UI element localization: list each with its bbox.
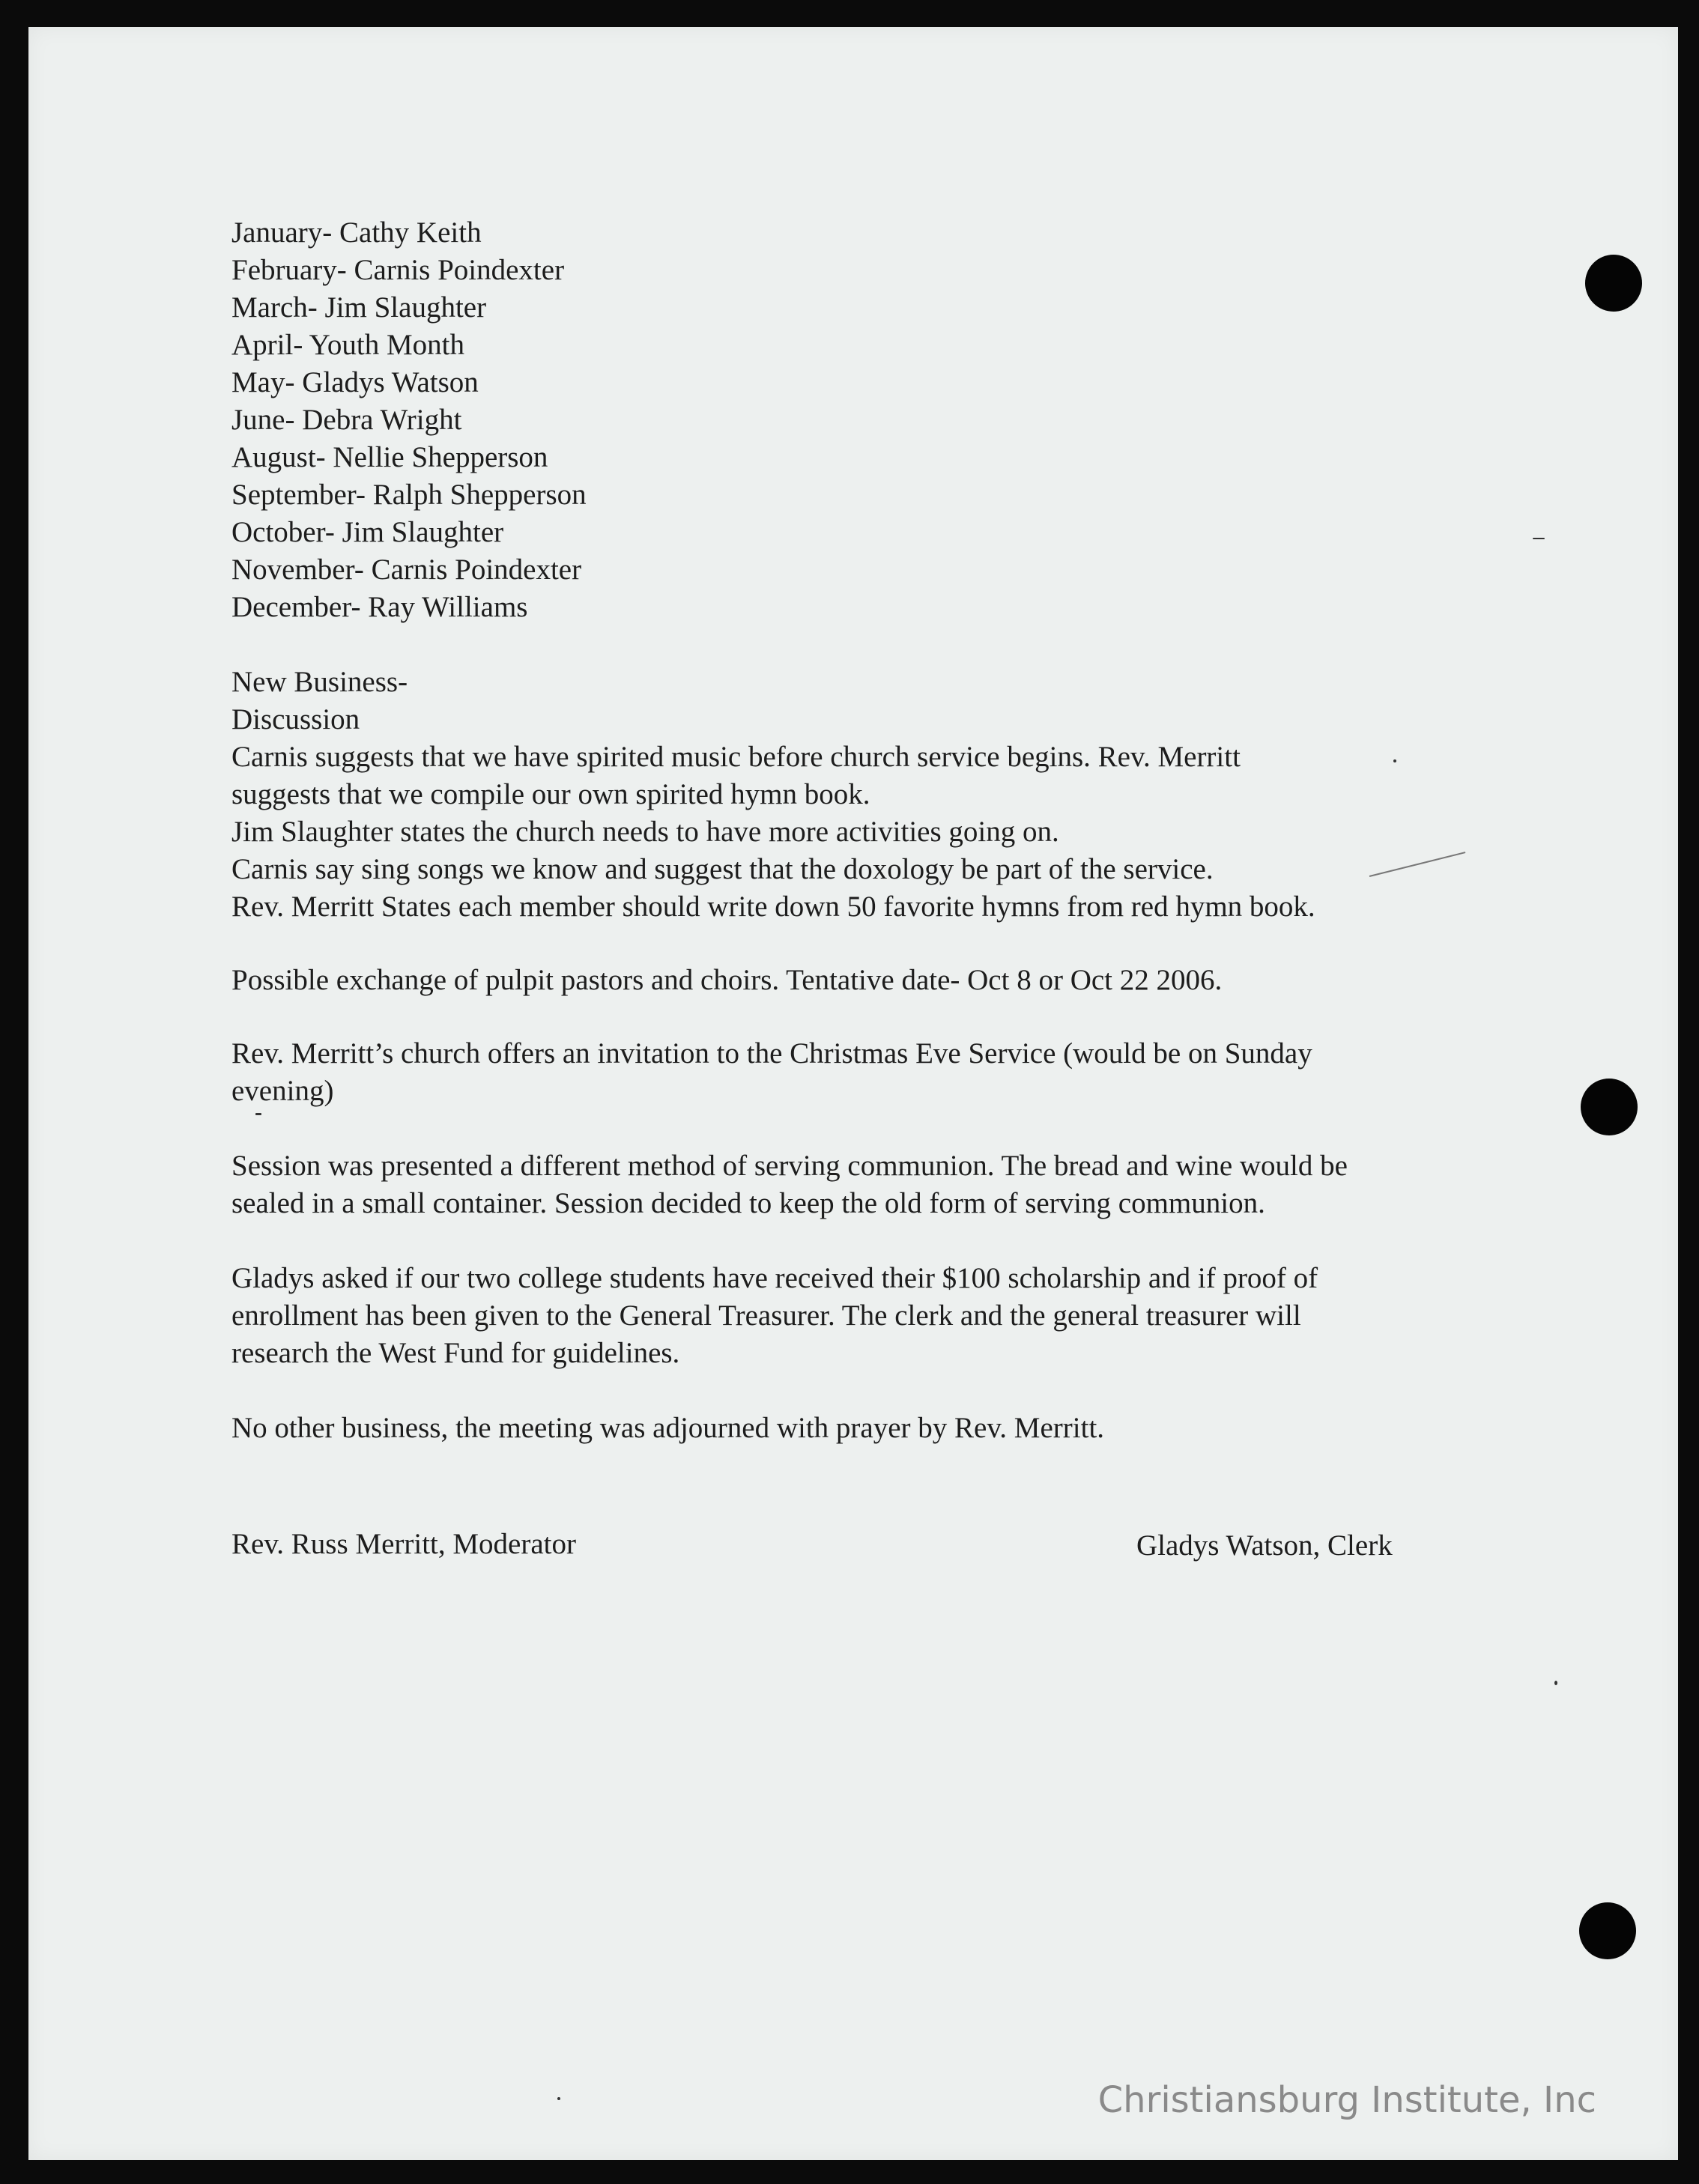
exchange-paragraph: Possible exchange of pulpit pastors and choirs. Tentative date- Oct 8 or Oct 22 2006. xyxy=(231,964,1223,996)
punch-hole-middle xyxy=(1581,1079,1638,1135)
discussion-line: suggests that we compile our own spirited hymn book. xyxy=(231,778,870,810)
watermark: Christiansburg Institute, Inc xyxy=(1097,2079,1596,2121)
schedule-item: October- Jim Slaughter xyxy=(231,516,504,548)
scholarship-line: research the West Fund for guidelines. xyxy=(231,1337,680,1369)
clerk-signature: Gladys Watson, Clerk xyxy=(1136,1529,1393,1562)
speck xyxy=(255,1113,261,1115)
communion-line: Session was presented a different method of serving communion. The bread and wine would be xyxy=(231,1150,1348,1182)
schedule-item: January- Cathy Keith xyxy=(231,216,482,249)
discussion-line: Rev. Merritt States each member should write down 50 favorite hymns from red hymn book. xyxy=(231,891,1315,923)
document-page xyxy=(28,27,1678,2160)
speck xyxy=(1533,538,1545,539)
pen-mark xyxy=(1369,852,1466,877)
new-business-heading: New Business- xyxy=(231,666,408,698)
scholarship-line: enrollment has been given to the General Treasurer. The clerk and the general treasurer will xyxy=(231,1299,1301,1332)
speck xyxy=(1393,759,1396,762)
schedule-item: November- Carnis Poindexter xyxy=(231,553,582,586)
communion-line: sealed in a small container. Session decided to keep the old form of serving communion. xyxy=(231,1187,1265,1219)
scholarship-line: Gladys asked if our two college students have received their $100 scholarship and if proof of xyxy=(231,1262,1318,1294)
invitation-line: Rev. Merritt’s church offers an invitation to the Christmas Eve Service (would be on Sunday xyxy=(231,1037,1312,1070)
schedule-item: March- Jim Slaughter xyxy=(231,291,487,324)
schedule-item: August- Nellie Shepperson xyxy=(231,441,548,473)
discussion-line: Carnis suggests that we have spirited music before church service begins. Rev. Merritt xyxy=(231,741,1241,773)
schedule-item: December- Ray Williams xyxy=(231,591,528,623)
punch-hole-top xyxy=(1585,255,1642,312)
speck xyxy=(1554,1681,1557,1685)
discussion-line: Carnis say sing songs we know and suggest that the doxology be part of the service. xyxy=(231,853,1214,885)
adjournment-paragraph: No other business, the meeting was adjourned with prayer by Rev. Merritt. xyxy=(231,1412,1105,1444)
speck xyxy=(557,2097,560,2100)
punch-hole-bottom xyxy=(1579,1902,1636,1959)
schedule-item: September- Ralph Shepperson xyxy=(231,479,587,511)
discussion-line: Jim Slaughter states the church needs to have more activities going on. xyxy=(231,816,1059,848)
schedule-item: April- Youth Month xyxy=(231,329,464,361)
discussion-heading: Discussion xyxy=(231,703,360,735)
invitation-line: evening) xyxy=(231,1075,334,1107)
schedule-item: June- Debra Wright xyxy=(231,404,462,436)
schedule-item: May- Gladys Watson xyxy=(231,366,479,398)
moderator-signature: Rev. Russ Merritt, Moderator xyxy=(231,1528,576,1560)
schedule-item: February- Carnis Poindexter xyxy=(231,254,565,286)
